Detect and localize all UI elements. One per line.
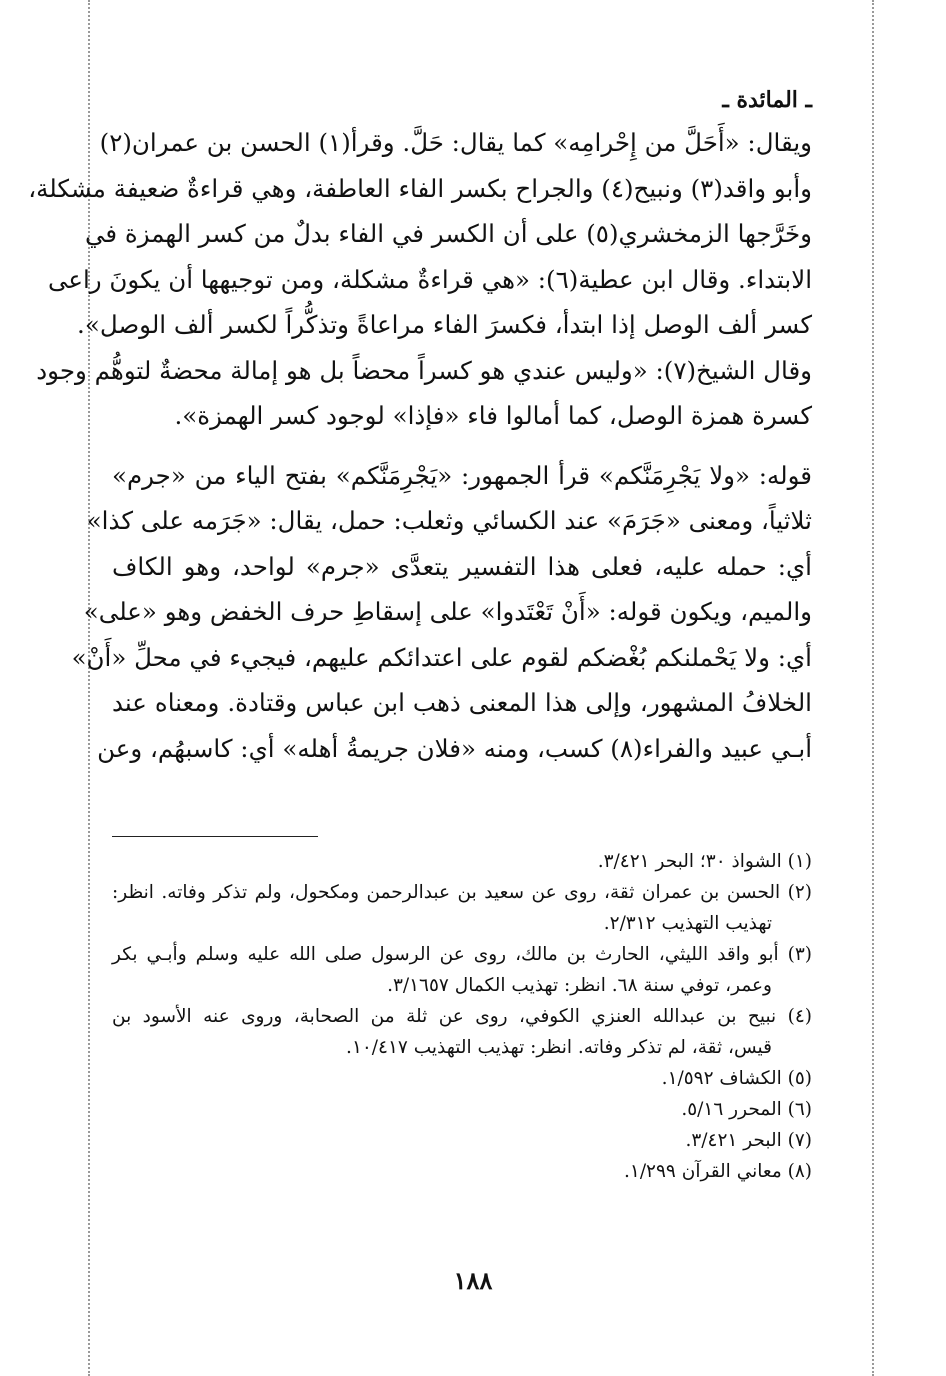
footnote-line: (٥) الكشاف ١/٥٩٢. bbox=[661, 1068, 812, 1089]
footnote-line: (٨) معاني القرآن ١/٢٩٩. bbox=[624, 1161, 812, 1182]
body-line: ويقال: «أَحَلَّ من إِحْرامِه» كما يقال: حَلَّ. وقرأ(١) الحسن بن عمران(٢) bbox=[99, 128, 812, 157]
paragraph-2 bbox=[71, 453, 812, 772]
paragraph-gap bbox=[112, 439, 812, 453]
footnote-line: (٧) البحر ٣/٤٢١. bbox=[685, 1130, 812, 1151]
body-line: الابتداء. وقال ابن عطية(٦): «هي قراءةٌ مشكلة، ومن توجيهها أن يكونَ راعى bbox=[47, 264, 812, 294]
body-line: أبـي عبيد والفراء(٨) كسب، ومنه «فلان جريمةُ أهله» أي: كاسبهُم، وعن bbox=[97, 733, 812, 763]
footnote-line: قيس، ثقة، لم تذكر وفاته. انظر: تهذيب التهذيب ١٠/٤١٧. bbox=[346, 1037, 772, 1058]
paragraph-1 bbox=[28, 120, 812, 439]
footnote-line: (٢) الحسن بن عمران ثقة، روى عن سعيد بن عبدالرحمن ومكحول، ولم تذكر وفاته. انظر: bbox=[112, 882, 812, 903]
body-line: الخلافُ المشهور، وإلى هذا المعنى ذهب ابن عباس وقتادة. ومعناه عند bbox=[112, 688, 812, 717]
body-line: قوله: «ولا يَجْرِمَنَّكم» قرأ الجمهور: «يَجْرِمَنَّكم» بفتح الياء من «جرم» bbox=[112, 460, 812, 490]
page-margin-dots-right bbox=[872, 0, 874, 1376]
footnote-line: (٤) نبيح بن عبدالله العنزي الكوفي، روى عن ثلة من الصحابة، وروى عنه الأسود بن bbox=[112, 1006, 812, 1027]
body-line: كسر ألف الوصل إذا ابتدأ، فكسرَ الفاء مراعاةً وتذكُّراً لكسر ألف الوصل». bbox=[77, 310, 812, 339]
footnote-separator bbox=[112, 836, 318, 837]
footnotes bbox=[112, 846, 812, 1187]
page-number: ١٨٨ bbox=[453, 1266, 493, 1295]
footnote-line: (١) الشواذ ٣٠؛ البحر ٣/٤٢١. bbox=[597, 851, 812, 872]
running-header: ـ المائدة ـ bbox=[722, 87, 812, 113]
body-line: أي: ولا يَحْملنكم بُغْضكم لقوم على اعتدائكم عليهم، فيجيء في محلِّ «أَنْ» bbox=[71, 642, 812, 672]
body-line: ثلاثياً، ومعنى «جَرَمَ» عند الكسائي وثعلب: حمل، يقال: «جَرَمه على كذا» bbox=[86, 506, 812, 535]
footnote-line: وعمر، توفي سنة ٦٨. انظر: تهذيب الكمال ٣/١٦٥٧. bbox=[387, 975, 772, 996]
body-line: والميم، ويكون قوله: «أَنْ تَعْتَدوا» على إسقاطِ حرف الخفض وهو «على» bbox=[83, 597, 812, 626]
body-line: وخَرَّجها الزمخشري(٥) على أن الكسر في الفاء بدلٌ من كسر الهمزة في bbox=[84, 219, 812, 248]
footnote-line: تهذيب التهذيب ٢/٣١٢. bbox=[603, 913, 772, 934]
body-line: كسرة همزة الوصل، كما أمالوا فاء «فإذا» لوجود كسر الهمزة». bbox=[174, 401, 812, 430]
body-line: وقال الشيخ(٧): «وليس عندي هو كسراً محضاً بل هو إمالة محضةٌ لتوهُّم وجود bbox=[36, 355, 812, 385]
page-content bbox=[28, 80, 812, 771]
body-line: أي: حمله عليه، فعلى هذا التفسير يتعدَّى «جرم» لواحد، وهو الكاف bbox=[112, 551, 812, 581]
footnote-line: (٦) المحرر ٥/١٦. bbox=[681, 1099, 812, 1120]
footnote-line: (٣) أبو واقد الليثي، الحارث بن مالك، روى عن الرسول صلى الله عليه وسلم وأبـي بكر bbox=[112, 944, 812, 965]
body-line: وأبو واقد(٣) ونبيح(٤) والجراح بكسر الفاء العاطفة، وهي قراءةٌ ضعيفة مشكلة، bbox=[28, 173, 812, 203]
